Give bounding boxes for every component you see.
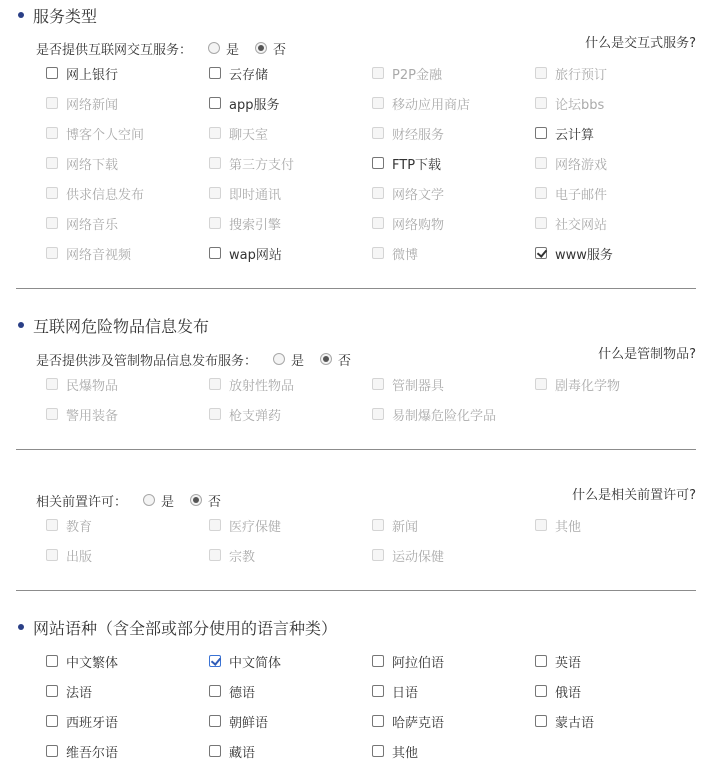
checkbox-item[interactable] [209, 736, 372, 766]
checkbox-label: 剧毒化学物 [555, 378, 621, 394]
checkbox-label: 网络游戏 [555, 157, 608, 173]
question-controlled-items [36, 350, 351, 368]
checkbox [535, 97, 547, 109]
checkbox-label: FTP下载 [392, 157, 442, 173]
divider [16, 590, 696, 591]
checkbox-label: 管制器具 [392, 378, 445, 394]
radio-yes[interactable] [273, 350, 304, 369]
help-link-interactive-service[interactable]: 什么是交互式服务? [585, 36, 696, 51]
radio-circle[interactable] [320, 353, 332, 365]
checkbox-label: 民爆物品 [66, 378, 119, 394]
checkbox-item [46, 208, 209, 238]
checkbox-item [372, 369, 535, 399]
checkbox-item[interactable] [209, 706, 372, 736]
checkbox-item[interactable] [535, 118, 696, 148]
checkbox-label: 旅行预订 [555, 67, 608, 83]
checkbox-item [372, 208, 535, 238]
checkbox[interactable] [372, 745, 384, 757]
question-interactive-service [36, 39, 286, 57]
checkbox-label: 法语 [66, 685, 93, 701]
checkbox-label: P2P金融 [392, 67, 442, 83]
checkbox-item[interactable] [46, 736, 209, 766]
checkbox [535, 217, 547, 229]
checkbox-label: 易制爆危险化学品 [392, 408, 497, 424]
checkbox [372, 127, 384, 139]
checkbox [209, 519, 221, 531]
checkbox[interactable] [46, 745, 58, 757]
checkbox [372, 187, 384, 199]
checkbox [372, 97, 384, 109]
checkbox[interactable] [535, 127, 547, 139]
checkbox [535, 157, 547, 169]
checkbox [46, 378, 58, 390]
question-label: 是否提供涉及管制物品信息发布服务： [36, 353, 258, 369]
checkbox-item [372, 118, 535, 148]
checkbox-label: 电子邮件 [555, 187, 608, 203]
checkbox [535, 187, 547, 199]
checkbox-label: 哈萨克语 [392, 715, 445, 731]
checkbox-label: www服务 [555, 247, 613, 263]
checkbox-item [209, 540, 372, 570]
checkbox-item[interactable] [535, 646, 696, 676]
checkbox-label: 网络下载 [66, 157, 119, 173]
question-label: 是否提供互联网交互服务： [36, 42, 193, 58]
checkbox [535, 67, 547, 79]
checkbox-label: 英语 [555, 655, 582, 671]
radio-no-label: 否 [273, 42, 287, 58]
checkbox-label: 其他 [392, 745, 419, 761]
checkbox-item [372, 540, 535, 570]
checkbox-label: 俄语 [555, 685, 582, 701]
section-title-hazardous: 互联网危险物品信息发布 [33, 316, 210, 336]
checkbox-item [46, 178, 209, 208]
checkbox-item [372, 399, 535, 429]
checkbox [46, 157, 58, 169]
checkbox-label: 移动应用商店 [392, 97, 471, 113]
radio-yes[interactable] [143, 491, 174, 510]
checkbox-item [535, 148, 696, 178]
checkbox[interactable] [372, 685, 384, 697]
checkbox-label: 财经服务 [392, 127, 445, 143]
checkbox-label: 其他 [555, 519, 582, 535]
checkbox[interactable] [209, 745, 221, 757]
checkbox-label: 蒙古语 [555, 715, 595, 731]
help-link-controlled-items[interactable]: 什么是管制物品? [598, 347, 696, 362]
checkbox [535, 519, 547, 531]
checkbox [372, 217, 384, 229]
checkbox-item [46, 88, 209, 118]
checkbox-item [46, 399, 209, 429]
checkbox-item [372, 510, 535, 540]
radio-circle[interactable] [143, 494, 155, 506]
checkbox-label: 网络购物 [392, 217, 445, 233]
checkbox [46, 97, 58, 109]
checkbox-item[interactable] [535, 676, 696, 706]
checkbox [46, 247, 58, 259]
checkbox-label: 网络音视频 [66, 247, 132, 263]
checkbox-item[interactable] [209, 646, 372, 676]
checkbox-item [535, 178, 696, 208]
checkbox [209, 127, 221, 139]
checkbox-checked[interactable] [209, 655, 221, 667]
checkbox [372, 549, 384, 561]
checkbox [372, 519, 384, 531]
checkbox-item[interactable] [372, 736, 535, 766]
checkbox-label: wap网站 [229, 247, 282, 263]
checkbox-label: 中文繁体 [66, 655, 119, 671]
checkbox [372, 67, 384, 79]
checkbox-label: 新闻 [392, 519, 419, 535]
checkbox[interactable] [209, 715, 221, 727]
checkbox-item [372, 58, 535, 88]
section-title-row [18, 616, 337, 638]
checkbox-item[interactable] [46, 646, 209, 676]
checkbox-label: 藏语 [229, 745, 256, 761]
checkbox[interactable] [46, 655, 58, 667]
checkbox-item[interactable] [46, 58, 209, 88]
checkbox-item[interactable] [209, 676, 372, 706]
checkbox[interactable] [372, 655, 384, 667]
radio-yes-label: 是 [291, 353, 305, 369]
service-type-grid [46, 58, 696, 268]
checkbox-label: 第三方支付 [229, 157, 295, 173]
checkbox [46, 549, 58, 561]
checkbox-label: 即时通讯 [229, 187, 282, 203]
checkbox-item [535, 369, 696, 399]
checkbox[interactable] [46, 715, 58, 727]
checkbox[interactable] [372, 715, 384, 727]
checkbox-label: 中文简体 [229, 655, 282, 671]
section-title-languages: 网站语种（含全部或部分使用的语言种类） [33, 618, 338, 638]
checkbox-item[interactable] [209, 238, 372, 268]
controlled-items-grid [46, 369, 696, 429]
checkbox-item[interactable] [209, 58, 372, 88]
checkbox-label: 论坛bbs [555, 97, 605, 113]
checkbox[interactable] [209, 67, 221, 79]
checkbox [372, 247, 384, 259]
checkbox-item[interactable] [535, 706, 696, 736]
checkbox [46, 127, 58, 139]
checkbox[interactable] [46, 685, 58, 697]
checkbox [209, 217, 221, 229]
checkbox-item [209, 510, 372, 540]
divider [16, 288, 696, 289]
checkbox-label: 运动保健 [392, 549, 445, 565]
checkbox-label: 云计算 [555, 127, 595, 143]
checkbox[interactable] [372, 157, 384, 169]
radio-no[interactable] [255, 39, 286, 58]
checkbox-label: 警用装备 [66, 408, 119, 424]
checkbox-label: 阿拉伯语 [392, 655, 445, 671]
checkbox-label: 云存储 [229, 67, 269, 83]
checkbox-item [535, 510, 696, 540]
checkbox[interactable] [209, 247, 221, 259]
checkbox[interactable] [209, 97, 221, 109]
checkbox [372, 408, 384, 420]
radio-no[interactable] [320, 350, 351, 369]
checkbox-label: 社交网站 [555, 217, 608, 233]
checkbox[interactable] [209, 685, 221, 697]
checkbox-label: 聊天室 [229, 127, 269, 143]
checkbox-item[interactable] [535, 238, 696, 268]
checkbox [535, 378, 547, 390]
checkbox[interactable] [46, 67, 58, 79]
checkbox-label: 网络音乐 [66, 217, 119, 233]
section-title-row [18, 314, 209, 336]
checkbox [209, 187, 221, 199]
checkbox-label: 德语 [229, 685, 256, 701]
checkbox-label: 网上银行 [66, 67, 119, 83]
checkbox-label: 微博 [392, 247, 419, 263]
checkbox-item [46, 369, 209, 399]
checkbox-label: 博客个人空间 [66, 127, 145, 143]
checkbox-item [372, 88, 535, 118]
prior-permit-grid [46, 510, 696, 570]
radio-circle[interactable] [255, 42, 267, 54]
checkbox-item [372, 178, 535, 208]
checkbox-item [209, 369, 372, 399]
checkbox-item[interactable] [372, 676, 535, 706]
checkbox-item [209, 399, 372, 429]
checkbox-item[interactable] [46, 676, 209, 706]
checkbox [46, 187, 58, 199]
checkbox-item [46, 238, 209, 268]
checkbox-item[interactable] [46, 706, 209, 736]
checkbox-label: 维吾尔语 [66, 745, 119, 761]
checkbox[interactable] [535, 715, 547, 727]
radio-circle[interactable] [273, 353, 285, 365]
checkbox-label: 日语 [392, 685, 419, 701]
checkbox-item [209, 178, 372, 208]
section-title-row [18, 4, 97, 26]
checkbox[interactable] [535, 655, 547, 667]
checkbox-item [46, 510, 209, 540]
checkbox-item[interactable] [372, 706, 535, 736]
checkbox-item [535, 208, 696, 238]
checkbox [209, 549, 221, 561]
checkbox-label: 宗教 [229, 549, 256, 565]
checkbox-label: 网络新闻 [66, 97, 119, 113]
checkbox-item [535, 58, 696, 88]
radio-no[interactable] [190, 491, 221, 510]
checkbox [209, 378, 221, 390]
radio-yes-label: 是 [226, 42, 240, 58]
checkbox [372, 378, 384, 390]
checkbox [46, 408, 58, 420]
bullet-icon [18, 322, 24, 328]
checkbox-label: 供求信息发布 [66, 187, 145, 203]
checkbox-label: 搜索引擎 [229, 217, 282, 233]
checkbox-item[interactable] [372, 148, 535, 178]
checkbox-label: 西班牙语 [66, 715, 119, 731]
checkbox-item [209, 208, 372, 238]
checkbox-item [46, 540, 209, 570]
checkbox-label: 教育 [66, 519, 93, 535]
question-prior-permit [36, 491, 221, 509]
divider [16, 449, 696, 450]
checkbox [46, 217, 58, 229]
question-label: 相关前置许可： [36, 494, 128, 510]
checkbox-checked[interactable] [535, 247, 547, 259]
radio-circle[interactable] [190, 494, 202, 506]
checkbox-label: 出版 [66, 549, 93, 565]
checkbox-item [46, 118, 209, 148]
checkbox-item[interactable] [372, 646, 535, 676]
checkbox-label: 放射性物品 [229, 378, 295, 394]
checkbox-item [209, 148, 372, 178]
checkbox-label: 枪支弹药 [229, 408, 282, 424]
checkbox-item [209, 118, 372, 148]
checkbox-label: app服务 [229, 97, 280, 113]
section-title-service-type: 服务类型 [33, 6, 98, 26]
checkbox-item[interactable] [209, 88, 372, 118]
radio-circle[interactable] [208, 42, 220, 54]
help-link-prior-permit[interactable]: 什么是相关前置许可? [572, 488, 696, 503]
checkbox-item [372, 238, 535, 268]
bullet-icon [18, 624, 24, 630]
checkbox-item [46, 148, 209, 178]
checkbox-label: 朝鲜语 [229, 715, 269, 731]
languages-grid [46, 646, 696, 766]
checkbox [209, 408, 221, 420]
radio-no-label: 否 [208, 494, 222, 510]
bullet-icon [18, 12, 24, 18]
radio-yes-label: 是 [161, 494, 175, 510]
checkbox [46, 519, 58, 531]
checkbox [209, 157, 221, 169]
checkbox[interactable] [535, 685, 547, 697]
checkbox-item [535, 88, 696, 118]
radio-yes[interactable] [208, 39, 239, 58]
checkbox-label: 医疗保健 [229, 519, 282, 535]
checkbox-label: 网络文学 [392, 187, 445, 203]
radio-no-label: 否 [338, 353, 352, 369]
